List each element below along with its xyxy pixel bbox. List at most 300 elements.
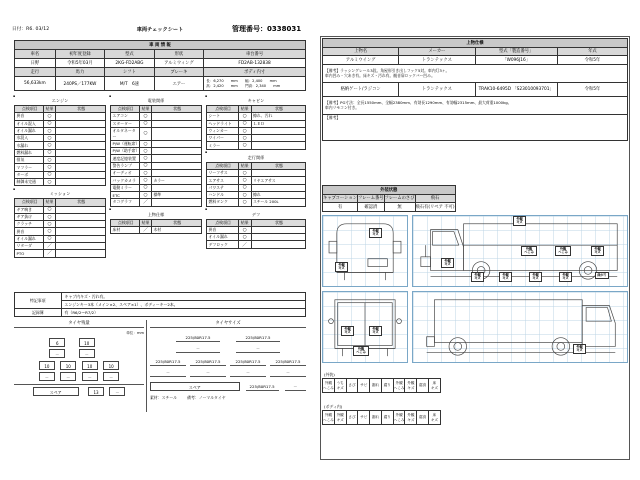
notes-table [14, 292, 306, 317]
inspection-item: 水混入 [15, 135, 44, 142]
inspection-result: ／ [44, 243, 56, 250]
inspection-state [151, 140, 201, 147]
notes-section [14, 292, 306, 317]
th-state: 状態 [55, 199, 105, 206]
inspection-result: ○ [238, 142, 251, 149]
inspection-section [110, 98, 202, 207]
tire-remark: 備考：ノーマルタイヤ [187, 395, 226, 400]
inspection-item: エアサス [207, 177, 239, 184]
inspection-section [14, 191, 106, 257]
inspection-col-1 [14, 98, 106, 263]
inspection-state: 木材 [151, 226, 201, 233]
inspection-item: オルタネーター [111, 127, 140, 140]
th-state: 状態 [251, 162, 305, 169]
inspection-item: ワイパー [207, 135, 239, 142]
inspection-state [251, 226, 305, 233]
tire-divider [146, 320, 147, 412]
inspection-item: パワステ [207, 184, 239, 191]
td-mileage: 56,633km [15, 77, 56, 91]
tire-depth-rear-3-sub: － [82, 372, 98, 381]
table-row [111, 162, 202, 169]
diagram-front-view [322, 215, 408, 287]
table-row [15, 235, 106, 242]
inspection-item: バックカメラ [111, 177, 140, 184]
tire-size-rear-3: 225/80R17.5 [230, 358, 266, 366]
table-row [15, 199, 106, 206]
damage-label: 外観 キズ [573, 344, 586, 354]
tire-depth-rear-2: 10 [60, 361, 76, 370]
th-body-model: 型式「製造番号」 [475, 47, 557, 56]
damage-label: 外観 キズ [341, 326, 354, 336]
inspection-section [206, 98, 306, 150]
table-row [15, 59, 306, 68]
inspection-item: オーディオ [111, 170, 140, 177]
inspection-state [55, 157, 105, 164]
td-frame-rust: 無 [384, 203, 415, 212]
body-spec-band: 上物仕様 [323, 39, 628, 48]
inspection-state [251, 142, 305, 149]
table-row [15, 149, 106, 156]
section-title: ▪ 上物仕様 [110, 212, 202, 218]
damage-label: 外観 へこみ [555, 246, 571, 256]
legend-cell: 外観 へこみ [323, 379, 335, 393]
special-notes-line-1: キャブ内キズ・汚れ有。 [61, 293, 305, 301]
inspection-item: 燃料タンク [207, 199, 239, 206]
th-stone-chip: 飛石 [415, 194, 455, 203]
body-extra-remark: 【備考】 [323, 114, 628, 140]
inspection-result: ○ [238, 135, 251, 142]
th-item: 点検項目 [15, 106, 44, 113]
table-row [15, 293, 306, 301]
legend-cell: 外観 へこみ [393, 379, 405, 393]
td-frame-no: 確認済 [358, 203, 385, 212]
legend-cell: 腐食 [417, 379, 429, 393]
inspection-result: ○ [238, 226, 251, 233]
table-row [15, 213, 106, 220]
table-row [111, 199, 202, 206]
inspection-result: ○ [238, 127, 251, 134]
inspection-result: ○ [238, 120, 251, 127]
th-result: 結果 [44, 199, 56, 206]
legend-cell: 腐り [381, 379, 393, 393]
legend-cell: さび [346, 379, 358, 393]
section-title: ▪ 電装関係 [110, 98, 202, 104]
inspection-state: 擦れ、汚れ [251, 113, 305, 120]
inspection-col-3 [206, 98, 306, 254]
table-row [111, 177, 202, 184]
inspection-state [55, 228, 105, 235]
inspection-state [55, 221, 105, 228]
inspection-state: リヤエアサス [251, 177, 305, 184]
side-view-2-shape [413, 292, 627, 362]
table-row [15, 142, 106, 149]
body-remark-2-line-1: 【備考】PG寸法：全長1550mm、全幅2380mm、有効長1290mm、有効幅2315mm、最大荷重1000kg。 [325, 99, 512, 105]
tire-size-spare-sub: － [285, 383, 306, 391]
inspection-state [151, 113, 201, 120]
tire-depth-rear-1: 10 [39, 361, 55, 370]
td-body-name-1: アルミウイング [323, 56, 399, 65]
inspection-result: ○ [44, 127, 56, 134]
damage-label: 外観 キズ [499, 272, 512, 282]
table-row [15, 206, 106, 213]
damage-label: 外観 キズ [529, 272, 542, 282]
th-state: 状態 [251, 219, 305, 226]
inspection-result: ○ [238, 113, 251, 120]
damage-label: 外観 キズ [369, 326, 382, 336]
damage-label: 外観 キズ [369, 228, 382, 238]
tire-section [14, 320, 306, 415]
th-shift: シフト [105, 68, 154, 77]
section-title: ▪ エンジン [14, 98, 106, 104]
vehicle-info-table [14, 40, 306, 91]
inspection-result: ○ [140, 127, 152, 140]
table-row [323, 203, 456, 212]
td-car-name: 日野 [15, 59, 56, 68]
th-power: 馬力 [55, 68, 104, 77]
legend-cell: 外観 キズ [405, 411, 417, 425]
inspection-result: ○ [44, 213, 56, 220]
body-remark-1-line-1: 【備考】ラッシングレール3段。角屋形引き出しフック5対。車内灯3ヶ。 [325, 67, 450, 73]
damage-label: 外観 キズ [513, 216, 526, 226]
tire-depth-rear-4: 10 [103, 361, 119, 370]
table-row [111, 226, 202, 233]
inspection-result: ○ [44, 228, 56, 235]
td-body-model-2: TRAK10-6495D 「S23010093701」 [475, 82, 557, 96]
legend-cell: 外観 キズ [334, 411, 346, 425]
inspection-state [55, 113, 105, 120]
td-body-maker-1: トランテックス [399, 56, 475, 65]
inspection-result: ○ [44, 157, 56, 164]
tire-material: 素材：スチール [150, 395, 178, 400]
table-row [111, 106, 202, 113]
inspection-columns [14, 98, 306, 288]
legend-cell: うち キズ [334, 379, 346, 393]
table-row [207, 106, 306, 113]
th-cab-caution: キャブコーション [323, 194, 358, 203]
legend-cell: 床 キズ [429, 411, 441, 425]
inspection-item: ヘッドライト [207, 120, 239, 127]
tire-depth-front-right: 10 [79, 338, 95, 347]
inspection-col-2 [110, 98, 202, 239]
table-row [207, 135, 306, 142]
table-row [15, 243, 106, 250]
inspection-state [55, 135, 105, 142]
inspection-result: ○ [140, 140, 152, 147]
tire-size-title: タイヤサイズ [215, 321, 241, 326]
table-row [207, 120, 306, 127]
table-row [15, 50, 306, 59]
inspection-state [151, 170, 201, 177]
inspection-table [14, 198, 106, 257]
th-model-code: 型式 [105, 50, 154, 59]
inspection-result: ○ [238, 234, 251, 241]
inspection-result: ○ [44, 164, 56, 171]
th-frame-rust: フレームのさび [384, 194, 415, 203]
td-body-year-1: 令和5年 [557, 56, 627, 65]
inspection-state [55, 120, 105, 127]
td-first-reg: 令和5年03月 [55, 59, 104, 68]
special-notes-line-2: エンジンキー3本（メイン×2、スペア×1）、ボディーキー2本。 [61, 301, 305, 309]
body-remark-2 [323, 96, 628, 114]
inspection-result: ／ [44, 250, 56, 257]
bottom-table-outside [322, 372, 628, 393]
inspection-item: 燃料漏れ [15, 149, 44, 156]
inspection-item: 排気 [15, 157, 44, 164]
table-row [111, 191, 202, 198]
th-body-size: ボディ内寸 [204, 68, 306, 77]
table-row [111, 140, 202, 147]
inspection-state [151, 184, 201, 191]
inspection-section [206, 155, 306, 207]
section-title: ▪ デフ [206, 212, 306, 218]
inspection-state [55, 243, 105, 250]
inspection-state [151, 155, 201, 162]
table-row [207, 184, 306, 191]
legend-cell: 外観 へこみ [393, 411, 405, 425]
tire-depth-rear-4-sub: － [103, 372, 119, 381]
inspection-state [251, 127, 305, 134]
table-row [323, 194, 456, 203]
diagram-rear-view [322, 291, 408, 363]
vehicle-info-section [14, 40, 306, 91]
legend-cell: 外観 キズ [405, 379, 417, 393]
table-row [207, 191, 306, 198]
th-item: 点検項目 [111, 219, 140, 226]
section-title: ▪ 走行関係 [206, 155, 306, 161]
td-model-code: 2KG-FD2ABG [105, 59, 154, 68]
table-row [207, 234, 306, 241]
exterior-section [322, 185, 628, 212]
inspection-state: カラー [151, 177, 201, 184]
inspection-result: ○ [140, 177, 152, 184]
tire-size-rear-2: 225/80R17.5 [190, 358, 226, 366]
tire-depth-rear-2-sub: － [60, 372, 76, 381]
table-row [15, 77, 306, 91]
inspection-item: エアコン [111, 113, 140, 120]
table-row [15, 106, 106, 113]
inspection-state [251, 170, 305, 177]
th-car-name: 車名 [15, 50, 56, 59]
inspection-item: PTO [15, 250, 44, 257]
inspection-state [151, 127, 201, 140]
inspection-item: 制御未完通 [15, 178, 44, 185]
table-row [15, 127, 106, 134]
inspection-item: ミラー [207, 142, 239, 149]
inspection-table [110, 105, 202, 207]
inspection-table [206, 162, 306, 207]
inspection-result: ○ [140, 148, 152, 155]
inspection-item: P/W（運転席） [112, 141, 140, 147]
inspection-result: ○ [238, 184, 251, 191]
table-row [15, 120, 106, 127]
td-shape: アルミウィング [154, 59, 203, 68]
inspection-result: ○ [44, 149, 56, 156]
inspection-result: ○ [140, 155, 152, 162]
tire-depth-spare-value: 13 [88, 387, 104, 396]
legend-cell: サビ [358, 379, 370, 393]
diagram-side-view [412, 215, 628, 287]
inspection-result: ／ [140, 226, 152, 233]
tire-size-front-right-sub: － [236, 345, 280, 353]
inspection-table [206, 219, 306, 249]
record-book-value: 有（R6/2～R7/2） [61, 309, 305, 317]
table-row [111, 113, 202, 120]
inspection-result: ○ [44, 235, 56, 242]
inspection-item: リーフサス [207, 170, 239, 177]
body-spec-section [322, 38, 628, 141]
td-body-name-2: 格納ゲート/ラジコン [323, 82, 399, 96]
th-item: 点検項目 [15, 199, 44, 206]
body-size-line-1: 長：6,270 mm 幅：2,400 mm [206, 78, 277, 83]
tire-size-rear-3-sub: － [230, 369, 266, 377]
th-body-maker: メーカー [399, 47, 475, 56]
tire-size-front-left: 225/80R17.5 [176, 334, 220, 342]
bottom-table-body [322, 404, 628, 425]
table-row [207, 127, 306, 134]
special-notes-label: 特記事項 [15, 293, 62, 309]
tire-size-front-left-sub: － [176, 345, 220, 353]
body-remark-2-line-2: 車内リモコン付き。 [325, 105, 360, 111]
table-row [15, 157, 106, 164]
inspection-section [206, 212, 306, 249]
tire-depth-title: タイヤ残量 [68, 321, 90, 326]
table-row [111, 155, 202, 162]
inspection-state: 標準 [151, 191, 201, 198]
inspection-result: ○ [44, 142, 56, 149]
inspection-item: タコグラフ [111, 199, 140, 206]
inspection-result: ○ [238, 199, 251, 206]
body-legend-table [322, 410, 441, 425]
inspection-state: ＬＥＤ [251, 120, 305, 127]
inspection-section [110, 212, 202, 235]
td-body-maker-2: トランテックス [399, 82, 475, 96]
inspection-item: ターボ [15, 171, 44, 178]
inspection-item: クラッチ [15, 221, 44, 228]
legend-cell: 外観 へこみ [323, 411, 335, 425]
inspection-item: リターダ [15, 243, 44, 250]
inspection-item: オイル漏れ [15, 235, 44, 242]
inspection-result: ○ [44, 135, 56, 142]
th-result: 結果 [238, 162, 251, 169]
th-result: 結果 [140, 106, 152, 113]
legend-cell: 腐食 [417, 411, 429, 425]
th-state: 状態 [55, 106, 105, 113]
outside-legend-table [322, 378, 441, 393]
table-row [207, 113, 306, 120]
table-row [207, 219, 306, 226]
table-row [111, 127, 202, 140]
table-row [207, 226, 306, 233]
td-shift: M/T 6速 [105, 77, 154, 91]
diagram-side-view-2 [412, 291, 628, 363]
th-item: 点検項目 [207, 106, 239, 113]
inspection-state [55, 142, 105, 149]
inspection-result: ○ [140, 191, 152, 198]
table-row [15, 135, 106, 142]
inspection-item: マフラー [15, 164, 44, 171]
legend-cell: 割れ [370, 379, 382, 393]
inspection-item: オイル漏れ [15, 127, 44, 134]
inspection-item: 電動ミラー [111, 184, 140, 191]
tire-size-rear-1-sub: － [150, 369, 186, 377]
inspection-item: オイル混入 [15, 120, 44, 127]
th-item: 点検項目 [207, 219, 239, 226]
tire-depth-spare-label: スペア [33, 387, 79, 396]
tire-unit-label: 単位：mm [126, 331, 144, 335]
inspection-item: オイル漏れ [207, 234, 239, 241]
inspection-section [14, 98, 106, 186]
inspection-state [151, 120, 201, 127]
inspection-state [55, 149, 105, 156]
legend-cell: さび [346, 411, 358, 425]
th-state: 状態 [251, 106, 305, 113]
inspection-state [251, 135, 305, 142]
tire-size-rear-1: 225/80R17.5 [150, 358, 186, 366]
inspection-state [251, 241, 305, 248]
table-row [207, 199, 306, 206]
table-row [207, 170, 306, 177]
td-brake: エアー [154, 77, 203, 91]
td-cab-caution: 有 [323, 203, 358, 212]
inspection-result: ○ [44, 113, 56, 120]
tire-size-rear-4-sub: － [270, 369, 306, 377]
tire-depth-rear-3: 10 [82, 361, 98, 370]
inspection-state [251, 184, 305, 191]
inspection-result: ○ [238, 170, 251, 177]
inspection-result: ○ [44, 178, 56, 185]
legend-cell: サビ [358, 411, 370, 425]
inspection-state [55, 213, 105, 220]
th-state: 状態 [151, 106, 201, 113]
inspection-state [151, 162, 201, 169]
inspection-result: ○ [140, 170, 152, 177]
table-row [15, 113, 106, 120]
management-number: 管理番号：0338031 [232, 25, 302, 33]
inspection-item: P/W（助手席） [112, 148, 140, 154]
table-row [323, 56, 628, 65]
inspection-state [55, 235, 105, 242]
table-row [111, 170, 202, 177]
table-row [323, 411, 441, 425]
inspection-item: ETC [111, 191, 140, 198]
damage-label: 外観 キズ [559, 272, 572, 282]
inspection-state [55, 171, 105, 178]
table-row [15, 68, 306, 77]
vehicle-info-band: 車 両 情 報 [15, 41, 306, 50]
inspection-item: ハンドル [207, 191, 239, 198]
th-body-name: 上物名 [323, 47, 399, 56]
th-shape: 形状 [154, 50, 203, 59]
inspection-table [14, 105, 106, 186]
inspection-item: 速度記憶装置 [111, 155, 140, 162]
td-body-size [204, 77, 306, 91]
table-row [323, 82, 628, 96]
table-row [323, 47, 628, 56]
table-row [207, 177, 306, 184]
inspection-state [55, 164, 105, 171]
table-row [15, 171, 106, 178]
inspection-item: シート [207, 113, 239, 120]
body-remark-1 [323, 64, 628, 82]
bottom-body-title: (ボディ内) [324, 404, 343, 409]
inspection-state: 擦れ [251, 191, 305, 198]
tire-depth-spare-sub: － [109, 387, 125, 396]
inspection-state: スチール 200L [251, 199, 305, 206]
table-row [111, 120, 202, 127]
body-remark-1-line-2: 車内凹み・穴あき有。床キズ・汚れ有。観音扉ロックバー凹み。 [325, 73, 435, 79]
inspection-result: ○ [140, 162, 152, 169]
inspection-item: ギア鳴き [15, 206, 44, 213]
